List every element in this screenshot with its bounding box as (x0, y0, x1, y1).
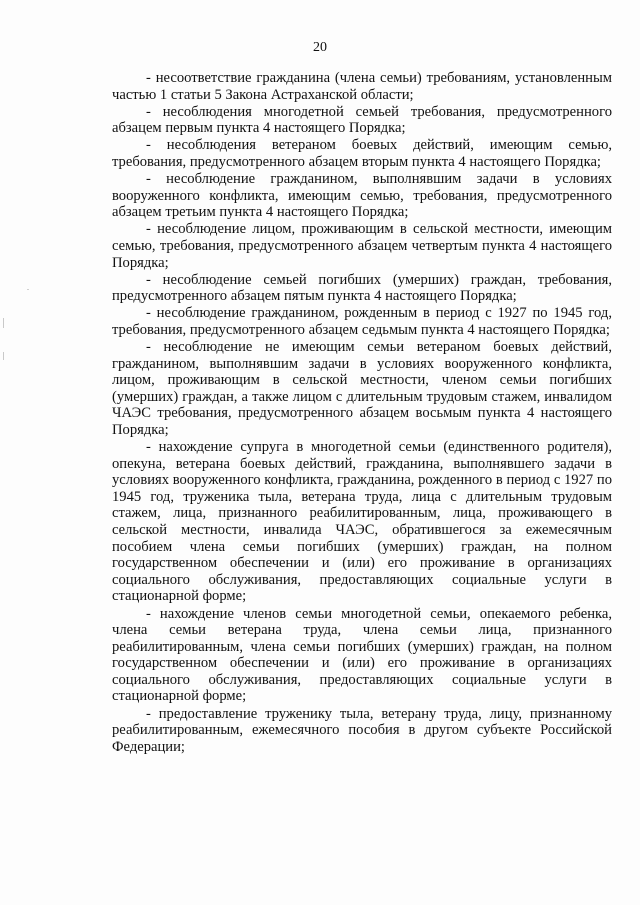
paragraph: - нахождение членов семьи многодетной семьи, опекаемого ребенка, члена семьи ветерана труда, члена семьи лица, признанного реабилитированным, члена семьи погибших (умерших) граждан, на полном государственном обеспечении и (или) его проживание в организациях социального обслуживания, предоставляющих социальные услуги в стационарной форме; (112, 605, 612, 705)
paragraph: - несоблюдение лицом, проживающим в сельской местности, имеющим семью, требования, предусмотренного абзацем четвертым пункта 4 настоящего Порядка; (112, 221, 612, 271)
document-body (112, 70, 612, 756)
paragraph: - нахождение супруга в многодетной семьи (единственного родителя), опекуна, ветерана боевых действий, гражданина, выполнявшего задачи в условиях вооруженного конфликта, гражданина, рожденного в период с 1927 по 1945 год, труженика тыла, ветерана труда, лица с длительным трудовым стажем, лица, признанного реабилитированным, лица, проживающего в сельской местности, инвалида ЧАЭС, обратившегося за ежемесячным пособием члена семьи погибших (умерших) граждан, на полном государственном обеспечении и (или) его проживание в организациях социального обслуживания, предоставляющих социальные услуги в стационарной форме; (112, 439, 612, 605)
paragraph: - несоответствие гражданина (члена семьи) требованиям, установленным частью 1 статьи 5 Закона Астраханской области; (112, 70, 612, 103)
page-number: 20 (313, 40, 327, 55)
paragraph: - несоблюдения ветераном боевых действий, имеющим семью, требования, предусмотренного абзацем вторым пункта 4 настоящего Порядка; (112, 137, 612, 170)
paragraph: - несоблюдение гражданином, выполнявшим задачи в условиях вооруженного конфликта, имеющим семью, требования, предусмотренного абзацем третьим пункта 4 настоящего Порядка; (112, 171, 612, 221)
scan-speck (27, 289, 29, 290)
margin-mark (3, 318, 4, 328)
paragraph: - предоставление труженику тыла, ветерану труда, лицу, признанному реабилитированным, ежемесячного пособия в другом субъекте Российской Федерации; (112, 705, 612, 755)
paragraph: - несоблюдение семьей погибших (умерших) граждан, требования, предусмотренного абзацем пятым пункта 4 настоящего Порядка; (112, 271, 612, 305)
paragraph: - несоблюдения многодетной семьей требования, предусмотренного абзацем первым пункта 4 настоящего Порядка; (112, 103, 612, 137)
paragraph: - несоблюдение гражданином, рожденным в период с 1927 по 1945 год, требования, предусмотренного абзацем седьмым пункта 4 настоящего Порядка; (112, 305, 612, 338)
margin-mark (3, 352, 4, 360)
paragraph: - несоблюдение не имеющим семьи ветераном боевых действий, гражданином, выполнявшим задачи в условиях вооруженного конфликта, лицом, проживающим в сельской местности, членом семьи погибших (умерших) граждан, а также лицом с длительным трудовым стажем, инвалидом ЧАЭС требования, предусмотренного абзацем восьмым пункта 4 настоящего Порядка; (112, 339, 612, 438)
